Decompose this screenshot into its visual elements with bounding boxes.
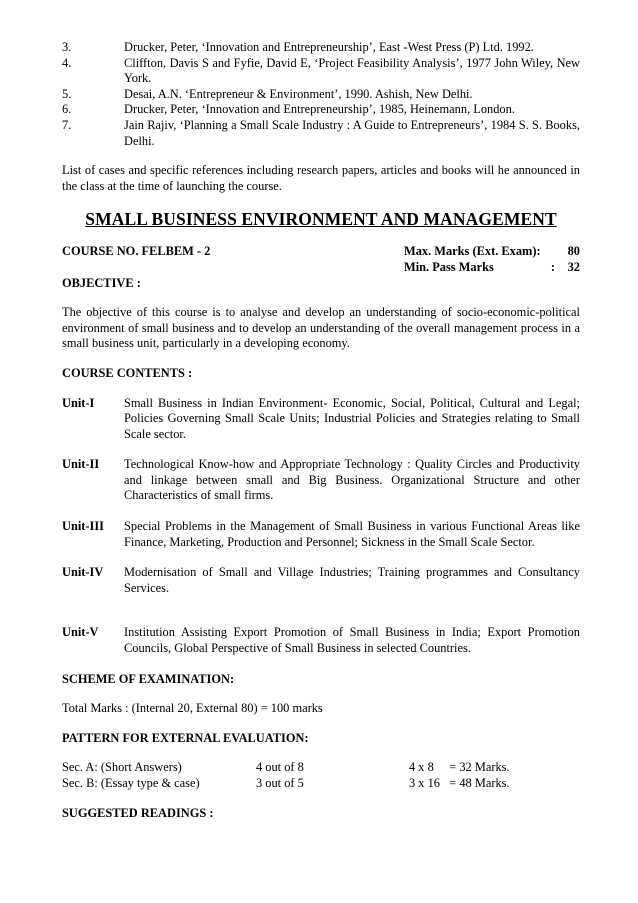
pattern-row: [62, 760, 580, 776]
reference-list: [62, 40, 580, 149]
pattern-row: [62, 776, 580, 792]
unit-item: [62, 625, 580, 656]
min-marks-value: 32: [567, 259, 580, 274]
unit-text: Modernisation of Small and Village Industries; Training programmes and Consultancy Services.: [124, 565, 580, 595]
readings-heading: SUGGESTED READINGS :: [62, 805, 214, 820]
pattern-count: 4 out of 8: [256, 760, 304, 775]
unit-list: [62, 396, 580, 657]
max-marks-row: [404, 244, 580, 260]
reference-text: Drucker, Peter, ‘Innovation and Entrepreneurship’, 1985, Heinemann, London.: [124, 102, 515, 117]
unit-item: [62, 519, 580, 550]
unit-item: [62, 565, 580, 596]
objective-text: The objective of this course is to analyse and develop an understanding of socio-economic-political environment of small business and to develop an understanding of the overall management process in a small business unit, particularly in a developing economy.: [62, 305, 580, 351]
total-marks: Total Marks : (Internal 20, External 80) = 100 marks: [62, 701, 323, 716]
unit-text: Small Business in Indian Environment- Economic, Social, Political, Cultural and Legal; Policies Governing Small Scale Units; Industrial Policies and Strategies relating to Small Scale sector.: [124, 395, 580, 441]
reference-item: [62, 56, 580, 87]
min-marks-colon: :: [550, 259, 556, 274]
pattern-section: Sec. A: (Short Answers): [62, 760, 182, 775]
scheme-heading: SCHEME OF EXAMINATION:: [62, 671, 235, 686]
reference-number: 3.: [62, 40, 72, 54]
pattern-table: [62, 760, 580, 791]
reference-text: Cliffton, Davis S and Fyfie, David E, ‘Project Feasibility Analysis’, 1977 John Wiley, New York.: [124, 55, 580, 86]
min-marks-label: Min. Pass Marks: [404, 259, 494, 274]
document-page: [62, 40, 580, 821]
unit-label: Unit-V: [62, 625, 99, 640]
reference-text: Jain Rajiv, ‘Planning a Small Scale Industry : A Guide to Entrepreneurs’, 1984 S. S. Books, Delhi.: [124, 117, 580, 148]
course-number: COURSE NO. FELBEM - 2: [62, 244, 211, 259]
course-title: SMALL BUSINESS ENVIRONMENT AND MANAGEMENT: [85, 209, 557, 230]
reference-number: 7.: [62, 117, 72, 132]
course-info-row: [62, 244, 580, 275]
pattern-count: 3 out of 5: [256, 776, 304, 790]
unit-item: [62, 457, 580, 504]
reference-number: 4.: [62, 55, 72, 70]
reference-text: Drucker, Peter, ‘Innovation and Entrepreneurship’, East -West Press (P) Ltd. 1992.: [124, 40, 534, 54]
unit-text: Special Problems in the Management of Small Business in various Functional Areas like Finance, Marketing, Production and Personnel; Sickness in the Small Scale Sector.: [124, 519, 580, 549]
unit-label: Unit-I: [62, 395, 95, 410]
max-marks-value: 80: [567, 244, 580, 259]
unit-text: Technological Know-how and Appropriate Technology : Quality Circles and Productivity and linkage between small and Big Business. Organizational Structure and other Characteristics of small firms.: [124, 457, 580, 503]
reference-item: [62, 40, 580, 56]
unit-label: Unit-IV: [62, 565, 104, 580]
cases-note: List of cases and specific references including research papers, articles and books will he announced in the class at the time of launching the course.: [62, 163, 580, 193]
objective-heading: OBJECTIVE :: [62, 275, 141, 290]
contents-heading: COURSE CONTENTS :: [62, 365, 193, 380]
pattern-marks: 4 x 8 = 32 Marks.: [409, 760, 510, 775]
unit-label: Unit-II: [62, 457, 100, 472]
reference-item: [62, 118, 580, 149]
reference-item: [62, 87, 580, 103]
reference-item: [62, 102, 580, 118]
unit-label: Unit-III: [62, 519, 104, 534]
min-marks-row: [404, 260, 580, 276]
marks-block: [404, 244, 580, 275]
pattern-marks: 3 x 16 = 48 Marks.: [409, 776, 510, 790]
pattern-heading: PATTERN FOR EXTERNAL EVALUATION:: [62, 730, 309, 745]
reference-number: 5.: [62, 86, 72, 101]
unit-item: [62, 396, 580, 443]
max-marks-label: Max. Marks (Ext. Exam):: [404, 244, 541, 259]
pattern-section: Sec. B: (Essay type & case): [62, 776, 200, 790]
reference-number: 6.: [62, 102, 72, 117]
unit-text: Institution Assisting Export Promotion of Small Business in India; Export Promotion Councils, Global Perspective of Small Business in selected Countries.: [124, 625, 580, 656]
reference-text: Desai, A.N. ‘Entrepreneur & Environment’, 1990. Ashish, New Delhi.: [124, 86, 473, 101]
